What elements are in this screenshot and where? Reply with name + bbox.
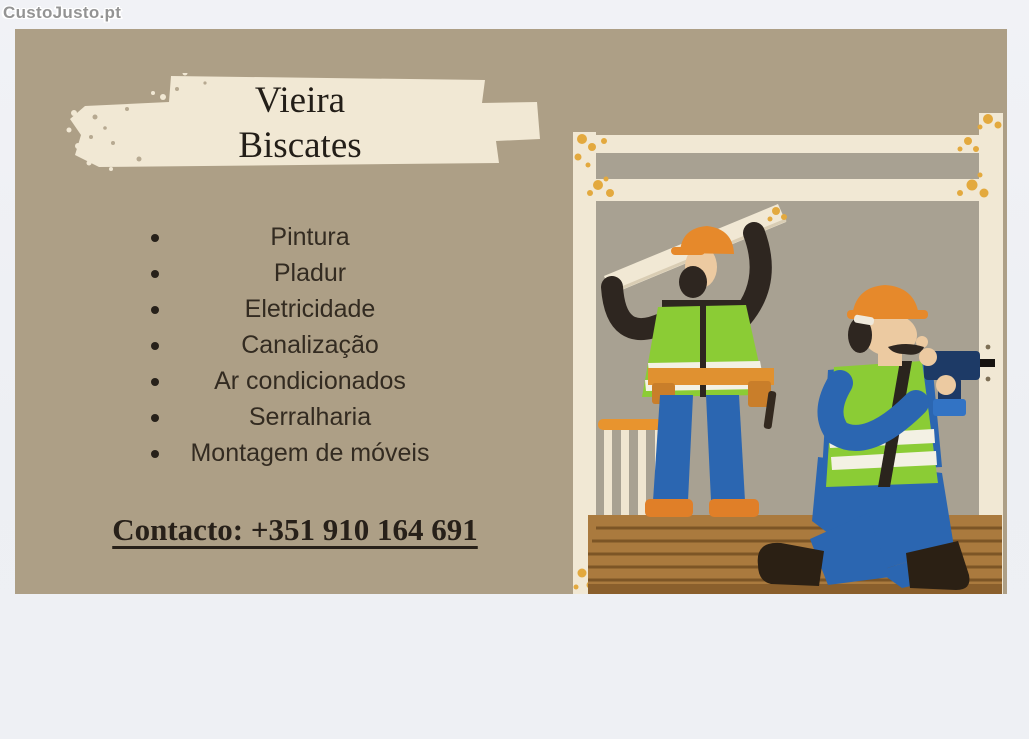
service-label: Serralharia xyxy=(248,403,372,431)
services-list xyxy=(115,219,505,471)
worker2-left-boot xyxy=(758,543,824,586)
construction-workers-illustration xyxy=(560,95,1008,594)
bullet-icon xyxy=(151,378,159,386)
service-label: Pintura xyxy=(270,223,350,251)
custojusto-logo: CustoJusto.pt xyxy=(3,3,122,22)
bullet-icon xyxy=(151,234,159,242)
service-label: Eletricidade xyxy=(244,295,376,323)
service-label: Canalização xyxy=(241,331,379,359)
ad-card xyxy=(15,29,1007,594)
bullet-icon xyxy=(151,270,159,278)
service-label: Ar condicionados xyxy=(214,367,406,395)
title-brush-stroke xyxy=(65,73,547,175)
service-list-item xyxy=(115,291,505,327)
bullet-icon xyxy=(151,414,159,422)
title-line-1: Vieira xyxy=(254,80,346,121)
worker1-beard xyxy=(679,266,707,298)
service-list-item xyxy=(115,435,505,471)
contact-phone: Contacto: +351 910 164 691 xyxy=(112,512,478,547)
page-title xyxy=(65,78,535,168)
service-label: Pladur xyxy=(273,259,347,287)
service-list-item xyxy=(115,399,505,435)
service-list-item xyxy=(115,363,505,399)
service-list-item xyxy=(115,255,505,291)
title-line-2: Biscates xyxy=(238,125,362,166)
service-label: Montagem de móveis xyxy=(190,439,430,467)
bullet-icon xyxy=(151,450,159,458)
bullet-icon xyxy=(151,306,159,314)
service-list-item xyxy=(115,219,505,255)
bullet-icon xyxy=(151,342,159,350)
service-list-item xyxy=(115,327,505,363)
